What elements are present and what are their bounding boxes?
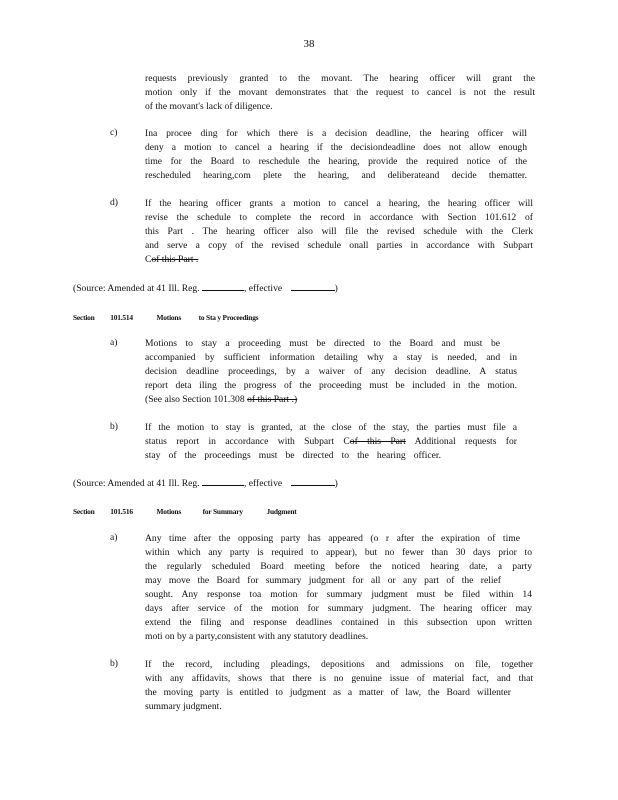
item-label: b) bbox=[110, 421, 118, 432]
text-line bbox=[145, 253, 533, 267]
section-title: to Sta y Proceedings bbox=[198, 313, 259, 322]
section-heading bbox=[73, 313, 258, 322]
source-note bbox=[73, 281, 338, 294]
text-line: Any time after the opposing party has appeared (o r after the expiration of time bbox=[145, 533, 520, 544]
section-label: Section bbox=[73, 507, 95, 516]
text-line bbox=[145, 435, 517, 449]
struck-text: of this Part bbox=[349, 436, 406, 447]
section-number: 101.514 bbox=[110, 313, 133, 322]
text-line: within which any party is required to appear), but no fewer than 30 days prior to bbox=[145, 547, 532, 558]
item-d-paragraph bbox=[145, 197, 533, 267]
section-title: Motions bbox=[156, 313, 181, 322]
continued-paragraph bbox=[145, 72, 535, 114]
item-516a-paragraph bbox=[145, 532, 532, 644]
item-label: a) bbox=[110, 337, 118, 348]
text-fragment: (See also Section 101.308 bbox=[145, 394, 245, 405]
blank-line bbox=[202, 476, 244, 486]
struck-text: of this Part . bbox=[151, 254, 199, 265]
blank-line bbox=[202, 281, 244, 291]
item-label: a) bbox=[110, 532, 118, 543]
text-line: sought. Any response toa motion for summary judgment must be filed within 14 bbox=[145, 589, 532, 600]
text-line: revise the schedule to complete the record in accordance with Section 101.612 of bbox=[145, 212, 533, 223]
text-line: requests previously granted to the movant. The hearing officer will grant the bbox=[145, 73, 535, 84]
text-line: report deta iling the progress of the proceeding must be included in the motion. bbox=[145, 380, 517, 391]
text-line: Motions to stay a proceeding must be directed to the Board and must be bbox=[145, 338, 500, 349]
text-line: accompanied by sufficient information detailing why a stay is needed, and in bbox=[145, 352, 517, 363]
text-line: If the motion to stay is granted, at the close of the stay, the parties must file a bbox=[145, 422, 517, 433]
item-c-paragraph bbox=[145, 127, 527, 183]
text-line: deny a motion to cancel a hearing if the decisiondeadline does not allow enough bbox=[145, 142, 527, 153]
text-line: decision deadline proceedings, by a waiver of any decision deadline. A status bbox=[145, 366, 517, 377]
item-label: b) bbox=[110, 658, 118, 669]
source-text: ) bbox=[334, 283, 338, 294]
text-fragment: C bbox=[145, 254, 152, 265]
text-line: moti on by a party,consistent with any statutory deadlines. bbox=[145, 631, 369, 642]
item-label: c) bbox=[110, 127, 118, 138]
item-514b-paragraph bbox=[145, 421, 517, 463]
text-line: If the hearing officer grants a motion to cancel a hearing, the hearing officer will bbox=[145, 198, 533, 209]
section-title: Motions bbox=[156, 507, 181, 516]
section-title: Judgment bbox=[266, 507, 297, 516]
text-line: summary judgment. bbox=[145, 701, 222, 712]
text-line: extend the filing and response deadlines contained in this subsection upon written bbox=[145, 617, 532, 628]
section-number: 101.516 bbox=[110, 507, 133, 516]
source-text: (Source: Amended at 41 Ill. Reg. bbox=[73, 283, 200, 294]
text-line: the moving party is entitled to judgment as a matter of law, the Board willenter bbox=[145, 687, 511, 698]
item-label: d) bbox=[110, 197, 118, 208]
text-line: time for the Board to reschedule the hearing, provide the required notice of the bbox=[145, 156, 527, 167]
item-516b-paragraph bbox=[145, 658, 533, 714]
section-heading bbox=[73, 507, 297, 516]
source-text: , effective bbox=[243, 283, 283, 294]
text-line: rescheduled hearing,com plete the hearing, and deliberateand decide thematter. bbox=[145, 170, 527, 181]
source-note bbox=[73, 476, 338, 489]
text-line: days after service of the motion for summary judgment. The hearing officer may bbox=[145, 603, 532, 614]
text-line: with any affidavits, shows that there is no genuine issue of material fact, and that bbox=[145, 673, 533, 684]
text-line: If the record, including pleadings, depositions and admissions on file, together bbox=[145, 659, 533, 670]
blank-line bbox=[291, 281, 335, 291]
text-line: motion only if the movant demonstrates that the request to cancel is not the result bbox=[145, 87, 535, 98]
struck-text: of this Part .) bbox=[247, 394, 298, 405]
text-fragment: status report in accordance with Subpart C bbox=[145, 436, 350, 447]
blank-line bbox=[291, 476, 335, 486]
text-line bbox=[145, 393, 517, 407]
text-fragment: Additional requests for bbox=[405, 436, 517, 447]
text-line: of the movant's lack of diligence. bbox=[145, 101, 273, 112]
source-text: (Source: Amended at 41 Ill. Reg. bbox=[73, 478, 200, 489]
text-line: and serve a copy of the revised schedule onall parties in accordance with Subpart bbox=[145, 240, 533, 251]
text-line: Ina procee ding for which there is a decision deadline, the hearing officer will bbox=[145, 128, 527, 139]
item-514a-paragraph bbox=[145, 337, 517, 407]
section-title: for Summary bbox=[202, 507, 243, 516]
text-line: this Part . The hearing officer also will file the revised schedule with the Clerk bbox=[145, 226, 533, 237]
section-label: Section bbox=[73, 313, 95, 322]
page-number: 38 bbox=[303, 38, 315, 50]
source-text: , effective bbox=[243, 478, 283, 489]
source-text: ) bbox=[334, 478, 338, 489]
text-line: may move the Board for summary judgment for all or any part of the relief bbox=[145, 575, 501, 586]
text-line: stay of the proceedings must be directed to the hearing officer. bbox=[145, 450, 441, 461]
text-line: the regularly scheduled Board meeting before the noticed hearing date, a party bbox=[145, 561, 532, 572]
